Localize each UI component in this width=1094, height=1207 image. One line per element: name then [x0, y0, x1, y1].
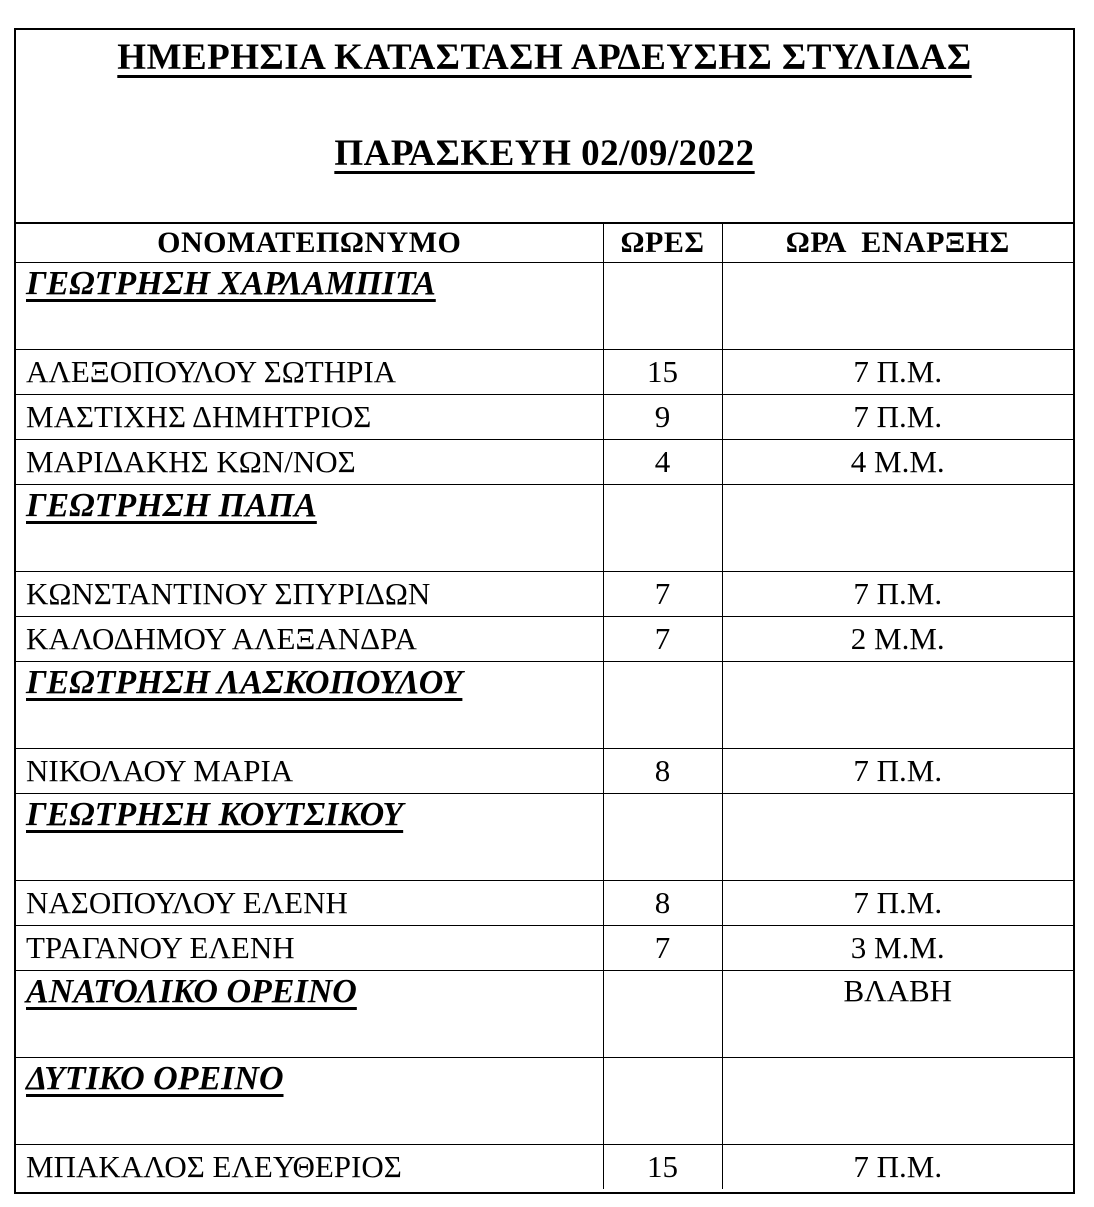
column-header-start-time: ΩΡΑ ΕΝΑΡΞΗΣ — [722, 224, 1073, 262]
start-time-cell: 7 Π.Μ. — [722, 748, 1073, 793]
section-name: ΔΥΤΙΚΟ ΟΡΕΙΝΟ — [26, 1059, 284, 1097]
column-header-name: ΟΝΟΜΑΤΕΠΩΝΥΜΟ — [16, 224, 603, 262]
hours-cell: 8 — [603, 880, 722, 925]
section-name: ΓΕΩΤΡΗΣΗ ΚΟΥΤΣΙΚΟΥ — [26, 795, 404, 833]
start-time-cell: 7 Π.Μ. — [722, 349, 1073, 394]
person-name-cell: ΜΑΣΤΙΧΗΣ ΔΗΜΗΤΡΙΟΣ — [16, 394, 603, 439]
hours-cell — [603, 1057, 722, 1144]
section-name-cell — [16, 484, 603, 571]
section-row — [16, 484, 1073, 571]
section-name-cell — [16, 262, 603, 349]
section-name: ΓΕΩΤΡΗΣΗ ΧΑΡΛΑΜΠΙΤΑ — [26, 264, 436, 302]
hours-cell: 15 — [603, 1144, 722, 1189]
document-date: ΠΑΡΑΣΚΕΥΗ 02/09/2022 — [334, 133, 755, 174]
section-row — [16, 793, 1073, 880]
start-time-cell: 4 Μ.Μ. — [722, 439, 1073, 484]
document-title-block — [16, 36, 1073, 79]
document-title: ΗΜΕΡΗΣΙΑ ΚΑΤΑΣΤΑΣΗ ΑΡΔΕΥΣΗΣ ΣΤΥΛΙΔΑΣ — [117, 37, 972, 78]
table-row — [16, 748, 1073, 793]
start-time-cell — [722, 262, 1073, 349]
section-row — [16, 661, 1073, 748]
section-name-cell — [16, 661, 603, 748]
section-row — [16, 1057, 1073, 1144]
section-name: ΓΕΩΤΡΗΣΗ ΛΑΣΚΟΠΟΥΛΟΥ — [26, 663, 463, 701]
section-name-cell — [16, 970, 603, 1057]
document-subtitle-block — [16, 132, 1073, 175]
section-name: ΓΕΩΤΡΗΣΗ ΠΑΠΑ — [26, 486, 317, 524]
table-row — [16, 880, 1073, 925]
start-time-cell: 2 Μ.Μ. — [722, 616, 1073, 661]
irrigation-table — [16, 224, 1073, 1189]
hours-cell: 4 — [603, 439, 722, 484]
person-name-cell: ΤΡΑΓΑΝΟΥ ΕΛΕΝΗ — [16, 925, 603, 970]
start-time-cell — [722, 793, 1073, 880]
start-time-cell: ΒΛΑΒΗ — [722, 970, 1073, 1057]
section-name-cell — [16, 793, 603, 880]
hours-cell: 7 — [603, 571, 722, 616]
hours-cell: 15 — [603, 349, 722, 394]
table-row — [16, 439, 1073, 484]
table-header-row — [16, 224, 1073, 262]
person-name-cell: ΜΠΑΚΑΛΟΣ ΕΛΕΥΘΕΡΙΟΣ — [16, 1144, 603, 1189]
section-row — [16, 970, 1073, 1057]
person-name-cell: ΝΑΣΟΠΟΥΛΟΥ ΕΛΕΝΗ — [16, 880, 603, 925]
column-header-hours: ΩΡΕΣ — [603, 224, 722, 262]
table-row — [16, 925, 1073, 970]
start-time-cell: 7 Π.Μ. — [722, 571, 1073, 616]
hours-cell: 9 — [603, 394, 722, 439]
document-header — [16, 30, 1073, 224]
hours-cell — [603, 484, 722, 571]
section-name: ΑΝΑΤΟΛΙΚΟ ΟΡΕΙΝΟ — [26, 972, 357, 1010]
hours-cell: 8 — [603, 748, 722, 793]
hours-cell — [603, 661, 722, 748]
person-name-cell: ΚΑΛΟΔΗΜΟΥ ΑΛΕΞΑΝΔΡΑ — [16, 616, 603, 661]
section-name-cell — [16, 1057, 603, 1144]
person-name-cell: ΜΑΡΙΔΑΚΗΣ ΚΩΝ/ΝΟΣ — [16, 439, 603, 484]
table-row — [16, 1144, 1073, 1189]
table-row — [16, 571, 1073, 616]
person-name-cell: ΝΙΚΟΛΑΟΥ ΜΑΡΙΑ — [16, 748, 603, 793]
start-time-cell: 7 Π.Μ. — [722, 1144, 1073, 1189]
start-time-cell: 7 Π.Μ. — [722, 880, 1073, 925]
hours-cell — [603, 970, 722, 1057]
section-row — [16, 262, 1073, 349]
hours-cell: 7 — [603, 925, 722, 970]
start-time-cell — [722, 1057, 1073, 1144]
hours-cell — [603, 262, 722, 349]
start-time-cell: 3 Μ.Μ. — [722, 925, 1073, 970]
start-time-cell — [722, 484, 1073, 571]
table-row — [16, 349, 1073, 394]
hours-cell — [603, 793, 722, 880]
irrigation-schedule-document — [14, 28, 1075, 1194]
person-name-cell: ΑΛΕΞΟΠΟΥΛΟΥ ΣΩΤΗΡΙΑ — [16, 349, 603, 394]
hours-cell: 7 — [603, 616, 722, 661]
start-time-cell — [722, 661, 1073, 748]
table-row — [16, 616, 1073, 661]
person-name-cell: ΚΩΝΣΤΑΝΤΙΝΟΥ ΣΠΥΡΙΔΩΝ — [16, 571, 603, 616]
table-row — [16, 394, 1073, 439]
start-time-cell: 7 Π.Μ. — [722, 394, 1073, 439]
